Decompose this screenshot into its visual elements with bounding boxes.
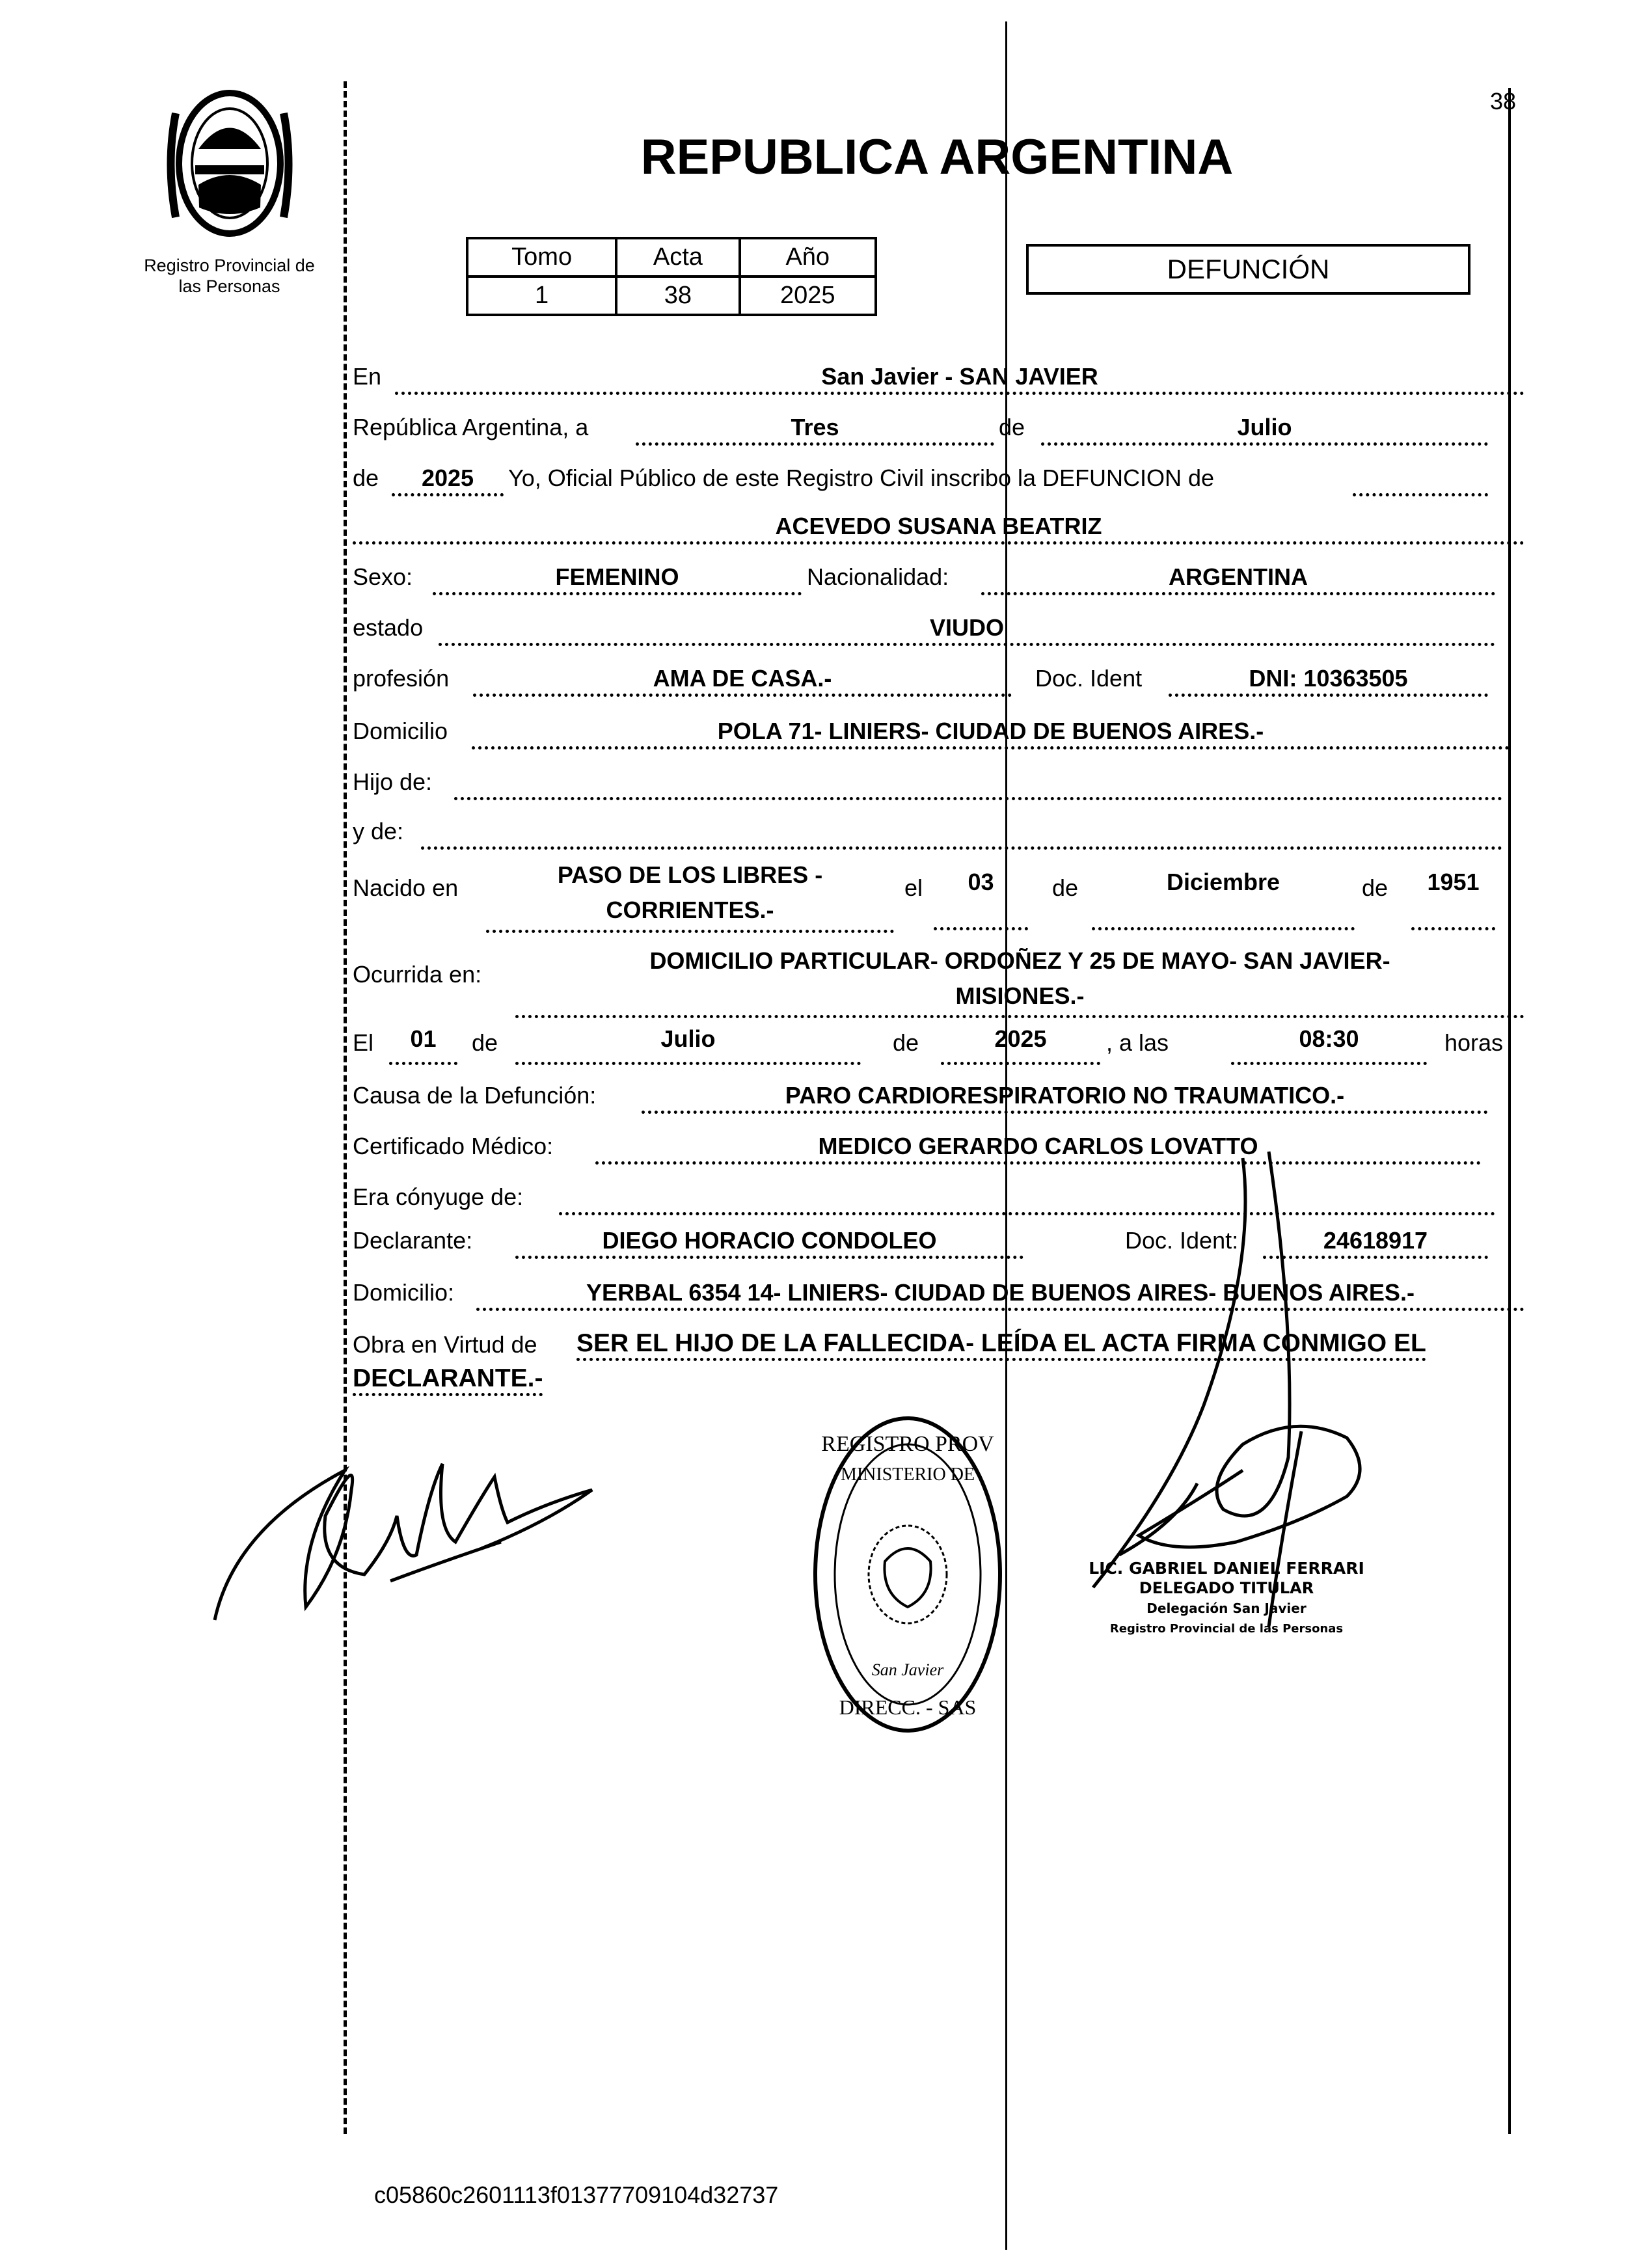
domicilio-label: Domicilio	[353, 718, 448, 744]
year-value: 2025	[392, 464, 504, 496]
sexo-label: Sexo:	[353, 563, 413, 590]
profesion-label: profesión	[353, 665, 450, 692]
registry-caption-line1: Registro Provincial de	[144, 256, 315, 275]
hijo-value	[454, 768, 1502, 800]
document-hash: c05860c2601113f01377709104d32737	[374, 2181, 779, 2208]
doc-value: DNI: 10363505	[1169, 664, 1488, 697]
decl-doc-label: Doc. Ident:	[1125, 1227, 1239, 1254]
registry-caption-line2: las Personas	[178, 277, 280, 296]
birth-day: 03	[934, 868, 1028, 930]
doc-label: Doc. Ident	[1035, 665, 1143, 692]
decl-domicilio-value: YERBAL 6354 14- LINIERS- CIUDAD DE BUENOS AIRES- BUENOS AIRES.-	[476, 1278, 1524, 1311]
de-birth-year-label: de	[1362, 874, 1389, 901]
official-seal	[810, 1412, 1005, 1737]
official-signature	[1074, 1132, 1399, 1692]
declarante-value: DIEGO HORACIO CONDOLEO	[515, 1226, 1023, 1259]
oficial-text: Yo, Oficial Público de este Registro Civil inscribo la DEFUNCION de	[508, 465, 1215, 491]
el-label: el	[904, 874, 923, 901]
yde-label: y de:	[353, 818, 404, 844]
acta-value: 38	[616, 277, 739, 315]
death-time: 08:30	[1231, 1025, 1427, 1065]
profesion-value: AMA DE CASA.-	[473, 664, 1012, 697]
El-label: El	[353, 1029, 374, 1056]
acta-header: Acta	[616, 238, 739, 277]
de-birth-label: de	[1052, 874, 1079, 901]
ocurrida-line2: MISIONES.-	[955, 982, 1085, 1009]
alas-label: , a las	[1106, 1029, 1169, 1056]
left-margin-line	[344, 81, 347, 2134]
decl-doc-value: 24618917	[1263, 1226, 1488, 1259]
causa-label: Causa de la Defunción:	[353, 1082, 597, 1109]
declarante-label: Declarante:	[353, 1227, 473, 1254]
record-table	[466, 237, 877, 316]
certificado-label: Certificado Médico:	[353, 1133, 554, 1159]
ocurrida-line1: DOMICILIO PARTICULAR- ORDOÑEZ Y 25 DE MAYO- SAN JAVIER-	[649, 947, 1390, 974]
de-year-label: de	[353, 465, 379, 491]
record-type-box: DEFUNCIÓN	[1026, 244, 1470, 295]
horas-label: horas	[1444, 1029, 1504, 1056]
birth-year: 1951	[1411, 868, 1495, 930]
tomo-header: Tomo	[467, 238, 616, 277]
ocurrida-label: Ocurrida en:	[353, 961, 482, 988]
nacionalidad-value: ARGENTINA	[981, 563, 1495, 595]
death-month: Julio	[515, 1025, 861, 1065]
month-value: Julio	[1041, 413, 1488, 446]
de-death-year-label: de	[893, 1029, 919, 1056]
republica-label: República Argentina, a	[353, 414, 589, 440]
deceased-name: ACEVEDO SUSANA BEATRIZ	[353, 512, 1524, 545]
ocurrida-value	[515, 943, 1524, 1018]
de-death-label: de	[472, 1029, 498, 1056]
stamp-line2: DELEGADO TITULAR	[1139, 1579, 1314, 1597]
nacido-line1: PASO DE LOS LIBRES -	[557, 861, 823, 888]
day-word-value: Tres	[636, 413, 994, 446]
nacido-value	[486, 857, 894, 933]
nacido-label: Nacido en	[353, 874, 459, 901]
misiones-logo	[163, 87, 297, 239]
registry-caption	[117, 255, 342, 297]
estado-label: estado	[353, 614, 424, 641]
page-number: 38	[1490, 88, 1517, 115]
death-day: 01	[389, 1025, 457, 1065]
svg-text:REGISTRO PROV: REGISTRO PROV	[821, 1432, 994, 1456]
svg-text:MINISTERIO DE: MINISTERIO DE	[840, 1465, 975, 1485]
yde-value	[421, 817, 1502, 850]
nacionalidad-label: Nacionalidad:	[807, 563, 949, 590]
de-label: de	[999, 414, 1025, 440]
seal-location: San Javier	[871, 1660, 944, 1679]
obra-line2: DECLARANTE.-	[353, 1364, 543, 1396]
conyuge-label: Era cónyuge de:	[353, 1183, 524, 1210]
death-year: 2025	[941, 1025, 1100, 1065]
anio-value: 2025	[740, 277, 876, 315]
domicilio-value: POLA 71- LINIERS- CIUDAD DE BUENOS AIRES.-	[472, 717, 1510, 749]
causa-value: PARO CARDIORESPIRATORIO NO TRAUMATICO.-	[642, 1081, 1488, 1114]
en-label: En	[353, 363, 382, 390]
obra-line1: SER EL HIJO DE LA FALLECIDA- LEÍDA EL ACTA FIRMA CONMIGO EL	[576, 1329, 1426, 1361]
en-value: San Javier - SAN JAVIER	[395, 362, 1524, 395]
stamp-line3: Delegación San Javier	[1146, 1600, 1307, 1616]
declarant-signature	[195, 1412, 612, 1633]
svg-text:DIRECC. - SAS: DIRECC. - SAS	[839, 1695, 977, 1719]
anio-header: Año	[740, 238, 876, 277]
page-title: REPUBLICA ARGENTINA	[640, 129, 1234, 185]
obra-label: Obra en Virtud de	[353, 1331, 537, 1358]
stamp-line1: LIC. GABRIEL DANIEL FERRARI	[1089, 1559, 1364, 1578]
tomo-value: 1	[467, 277, 616, 315]
nacido-line2: CORRIENTES.-	[606, 897, 774, 923]
decl-domicilio-label: Domicilio:	[353, 1279, 455, 1306]
hijo-label: Hijo de:	[353, 768, 433, 795]
stamp-line4: Registro Provincial de las Personas	[1109, 1622, 1344, 1636]
sexo-value: FEMENINO	[433, 563, 802, 595]
certificado-value: MEDICO GERARDO CARLOS LOVATTO	[595, 1132, 1481, 1165]
oficial-blank	[1353, 464, 1488, 496]
estado-value: VIUDO	[439, 614, 1495, 646]
birth-month: Diciembre	[1092, 868, 1355, 930]
